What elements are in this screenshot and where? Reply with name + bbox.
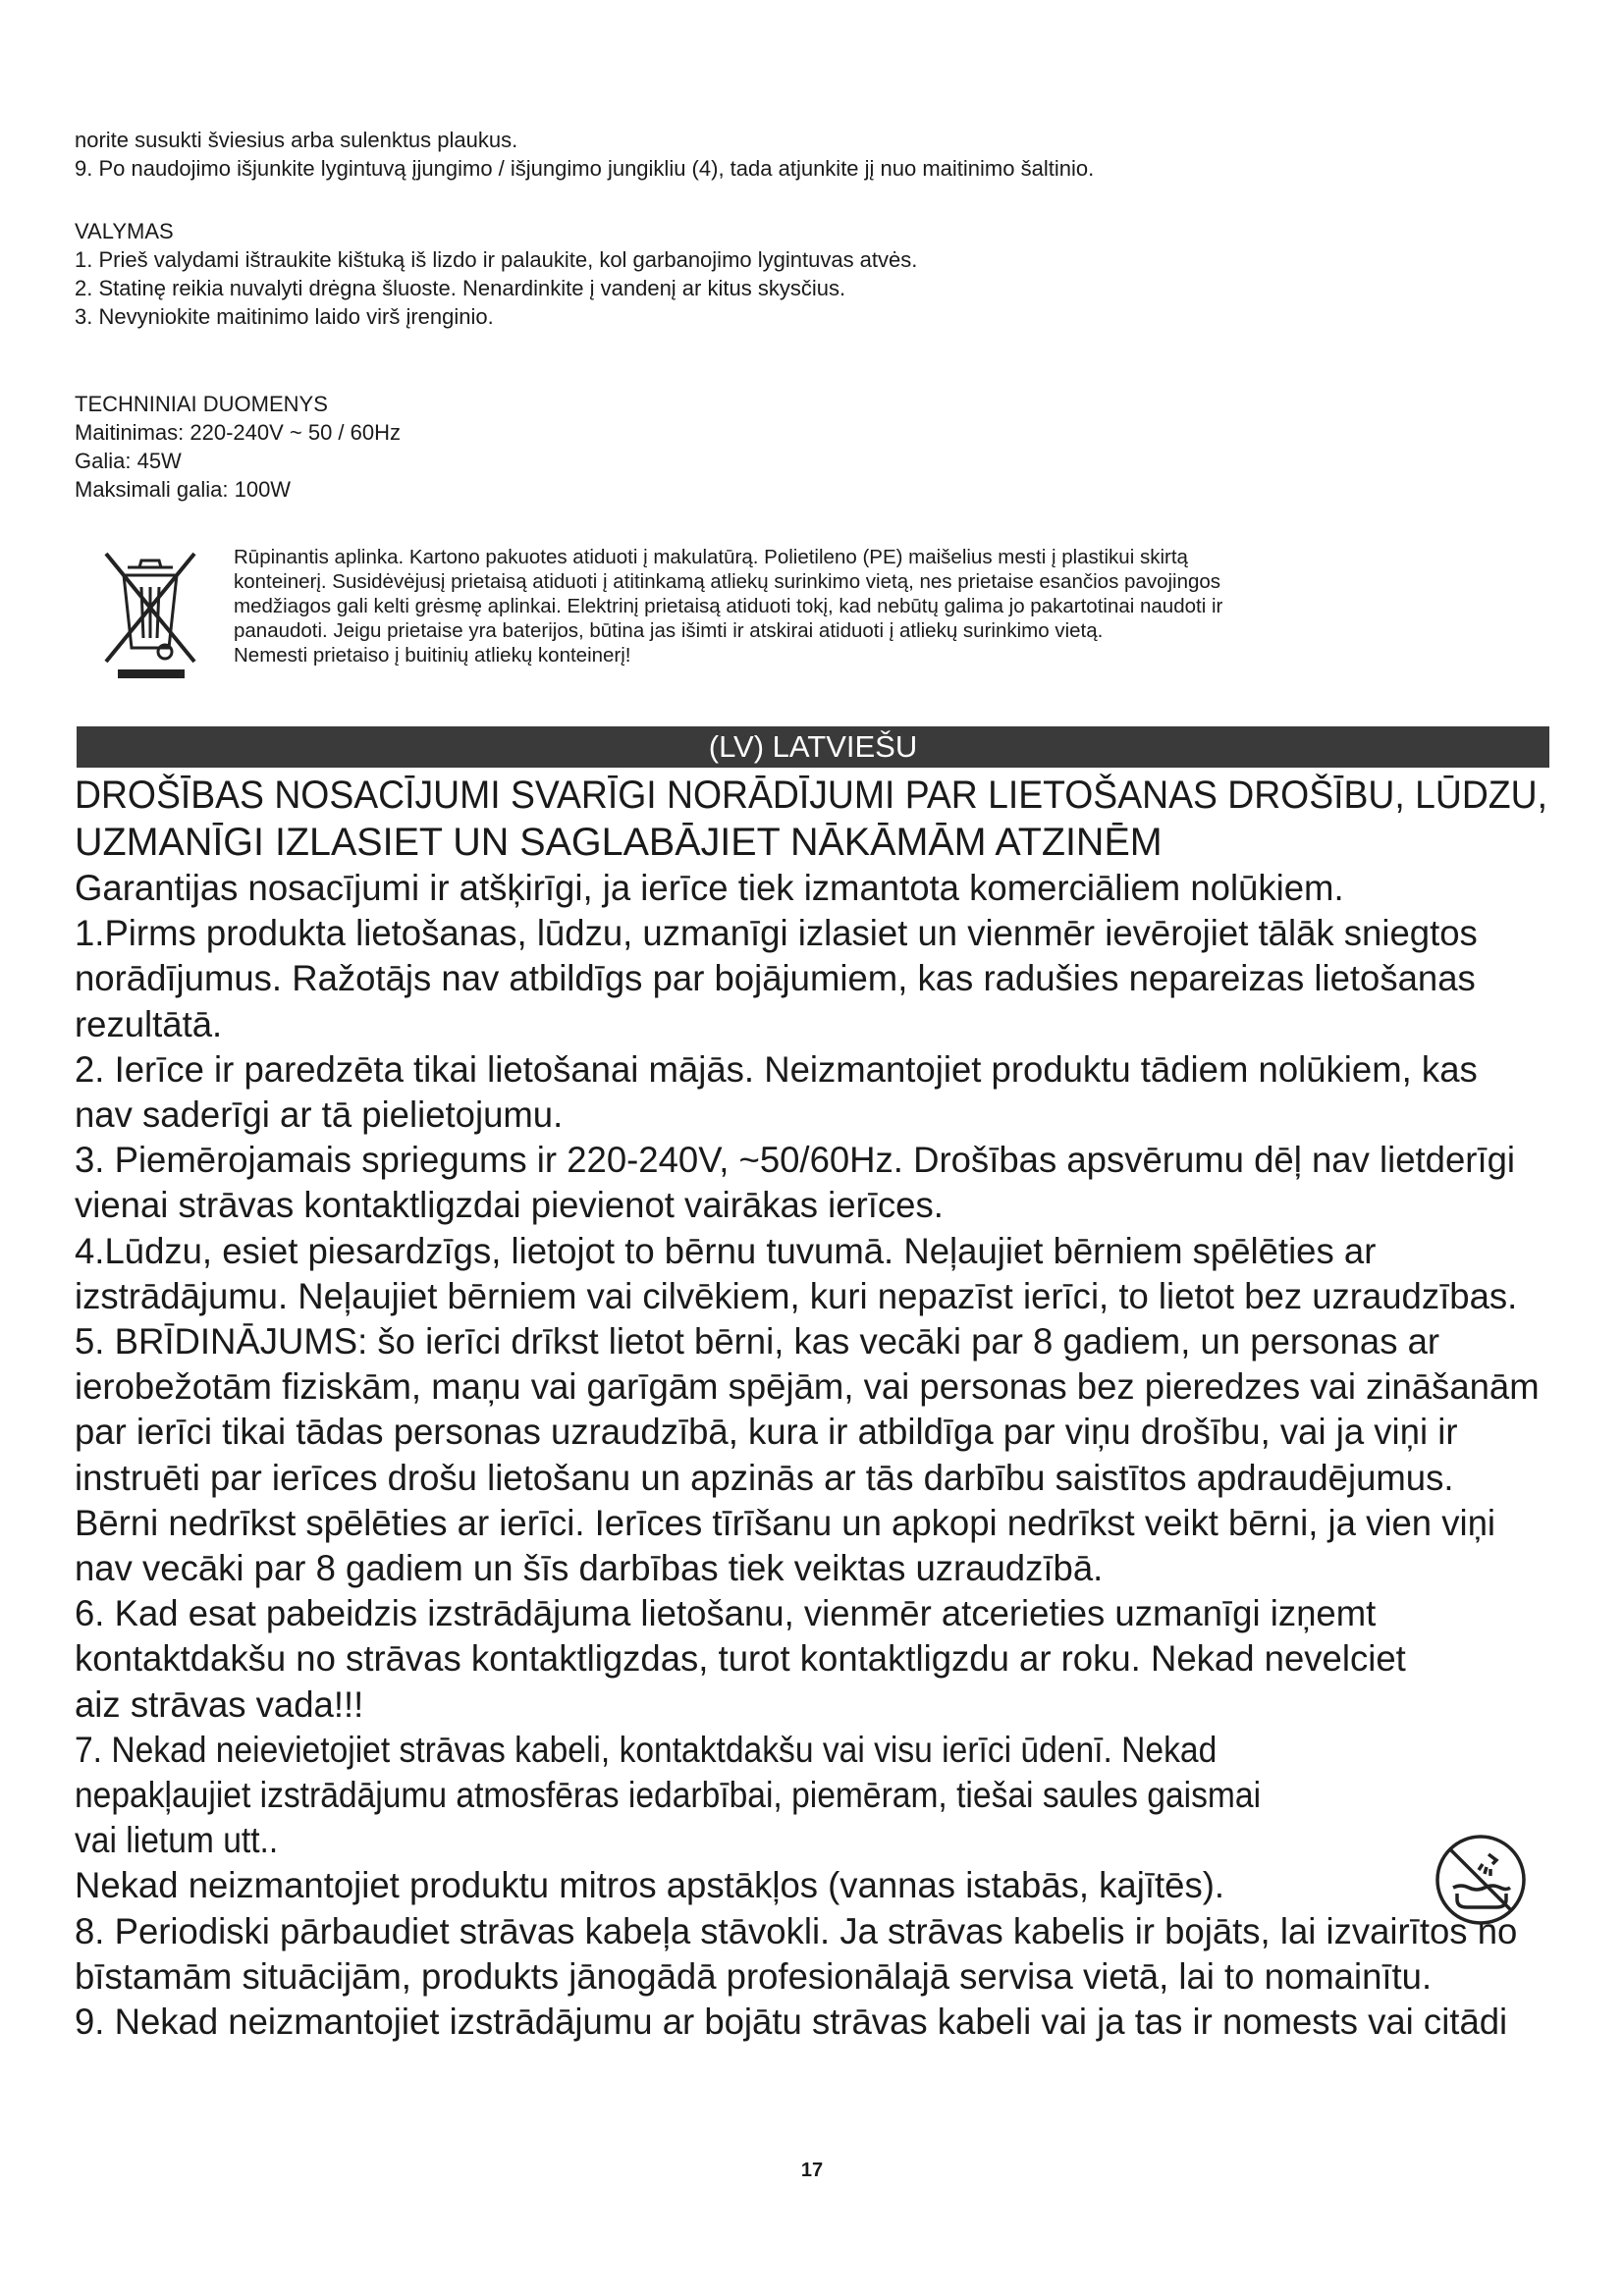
cleaning-section bbox=[75, 217, 1547, 331]
crossed-out-wheelie-bin-icon bbox=[96, 546, 204, 683]
text-line: Bērni nedrīkst spēlēties ar ierīci. Ierīces tīrīšanu un apkopi nedrīkst veikt bērni, ja vien viņi bbox=[75, 1502, 1496, 1543]
text-line: konteinerį. Susidėvėjusį prietaisą atiduoti į atitinkamą atliekų surinkimo vietą, nes prietaise esančios pavojingos bbox=[234, 570, 1221, 593]
text-line: 8. Periodiski pārbaudiet strāvas kabeļa stāvokli. Ja strāvas kabelis ir bojāts, lai izvairītos no bbox=[75, 1910, 1518, 1951]
safety-title-line: DROŠĪBAS NOSACĪJUMI SVARĪGI NORĀDĪJUMI PAR LIETOŠANAS DROŠĪBU, LŪDZU, bbox=[75, 774, 1547, 817]
text-line: instruēti par ierīces drošu lietošanu un apzinās ar tās darbību saistītos apdraudējumus. bbox=[75, 1457, 1454, 1498]
text-line: kontaktdakšu no strāvas kontaktligzdas, turot kontaktligzdu ar roku. Nekad nevelciet bbox=[75, 1638, 1406, 1680]
text-line: nav saderīgi ar tā pielietojumu. bbox=[75, 1095, 564, 1136]
text-line: nav vecāki par 8 gadiem un šīs darbības tiek veiktas uzraudzībā. bbox=[75, 1548, 1104, 1589]
text-line: 9. Po naudojimo išjunkite lygintuvą įjungimo / išjungimo jungikliu (4), tada atjunkite jį nuo maitinimo šaltinio. bbox=[75, 156, 1095, 181]
latvian-safety-section bbox=[75, 772, 1567, 2045]
text-line: 9. Nekad neizmantojiet izstrādājumu ar bojātu strāvas kabeli vai ja tas ir nomests vai citādi bbox=[75, 2002, 1508, 2043]
technical-data-heading: TECHNINIAI DUOMENYS bbox=[75, 392, 328, 416]
text-line: 3. Piemērojamais spriegums ir 220-240V, ~50/60Hz. Drošības apsvērumu dēļ nav lietderīgi bbox=[75, 1140, 1516, 1181]
text-line: norite susukti šviesius arba sulenktus plaukus. bbox=[75, 128, 518, 152]
technical-data-section bbox=[75, 390, 1547, 504]
text-line: 5. BRĪDINĀJUMS: šo ierīci drīkst lietot bērni, kas vecāki par 8 gadiem, un personas ar bbox=[75, 1321, 1440, 1362]
text-line: nepakļaujiet izstrādājumu atmosfēras iedarbībai, piemēram, tiešai saules gaismai bbox=[75, 1775, 1262, 1816]
text-line: 2. Ierīce ir paredzēta tikai lietošanai mājās. Neizmantojiet produktu tādiem nolūkiem, kas bbox=[75, 1048, 1478, 1090]
text-line: Galia: 45W bbox=[75, 449, 182, 473]
text-line: Maksimali galia: 100W bbox=[75, 477, 292, 502]
cleaning-heading: VALYMAS bbox=[75, 219, 174, 243]
text-line: par ierīci tikai tādas personas uzraudzībā, kura ir atbildīga par viņu drošību, vai ja viņi ir bbox=[75, 1412, 1458, 1453]
page-number: 17 bbox=[800, 2160, 824, 2181]
text-line: norādījumus. Ražotājs nav atbildīgs par bojājumiem, kas radušies nepareizas lietošanas bbox=[75, 958, 1476, 999]
text-line: Garantijas nosacījumi ir atšķirīgi, ja ierīce tiek izmantota komerciāliem nolūkiem. bbox=[75, 868, 1344, 908]
text-line: 3. Nevyniokite maitinimo laido virš įrenginio. bbox=[75, 304, 494, 329]
environmental-notice bbox=[234, 545, 1540, 667]
text-line: vienai strāvas kontaktligzdai pievienot vairākas ierīces. bbox=[75, 1185, 944, 1226]
lt-continued-instructions bbox=[75, 126, 1547, 183]
text-line: Nekad neizmantojiet produktu mitros apstākļos (vannas istabās, kajītēs). bbox=[75, 1865, 1225, 1906]
text-line: 7. Nekad neievietojiet strāvas kabeli, kontaktdakšu vai visu ierīci ūdenī. Nekad bbox=[75, 1729, 1218, 1770]
text-line: 1. Prieš valydami ištraukite kištuką iš lizdo ir palaukite, kol garbanojimo lygintuvas atvės. bbox=[75, 247, 918, 272]
text-line: vai lietum utt.. bbox=[75, 1820, 279, 1861]
text-line: 6. Kad esat pabeidzis izstrādājuma lietošanu, vienmēr atcerieties uzmanīgi izņemt bbox=[75, 1593, 1377, 1634]
text-line: panaudoti. Jeigu prietaise yra baterijos, būtina jas išimti ir atskirai atiduoti į atliekų surinkimo vietą. bbox=[234, 619, 1104, 642]
text-line: rezultātā. bbox=[75, 1003, 223, 1044]
language-section-banner: (LV) LATVIEŠU bbox=[77, 726, 1549, 768]
text-line: 1.Pirms produkta lietošanas, lūdzu, uzmanīgi izlasiet un vienmēr ievērojiet tālāk sniegtos bbox=[75, 913, 1478, 954]
no-water-use-icon bbox=[1432, 1831, 1530, 1929]
text-line: 2. Statinę reikia nuvalyti drėgna šluoste. Nenardinkite į vandenį ar kitus skysčius. bbox=[75, 276, 846, 300]
text-line: bīstamām situācijām, produkts jānogādā profesionālajā servisa vietā, lai to nomainītu. bbox=[75, 1955, 1433, 1997]
text-line: Maitinimas: 220-240V ~ 50 / 60Hz bbox=[75, 420, 402, 445]
text-line: aiz strāvas vada!!! bbox=[75, 1683, 364, 1725]
text-line: medžiagos gali kelti grėsmę aplinkai. Elektrinį prietaisą atiduoti tokį, kad nebūtų galima jo pakartotinai naudoti ir bbox=[234, 595, 1223, 617]
text-line: Nemesti prietaiso į buitinių atliekų konteinerį! bbox=[234, 644, 631, 667]
text-line: 4.Lūdzu, esiet piesardzīgs, lietojot to bērnu tuvumā. Neļaujiet bērniem spēlēties ar bbox=[75, 1230, 1377, 1271]
safety-title-line: UZMANĪGI IZLASIET UN SAGLABĀJIET NĀKĀMĀM ATZINĒM bbox=[75, 821, 1163, 864]
text-line: ierobežotām fiziskām, maņu vai garīgām spējām, vai personas bez pieredzes vai zināšanām bbox=[75, 1366, 1540, 1408]
text-line: izstrādājumu. Neļaujiet bērniem vai cilvēkiem, kuri nepazīst ierīci, to lietot bez uzraudzības. bbox=[75, 1275, 1518, 1316]
text-line: Rūpinantis aplinka. Kartono pakuotes atiduoti į makulatūrą. Polietileno (PE) maišelius mesti į plastikui skirtą bbox=[234, 546, 1188, 568]
